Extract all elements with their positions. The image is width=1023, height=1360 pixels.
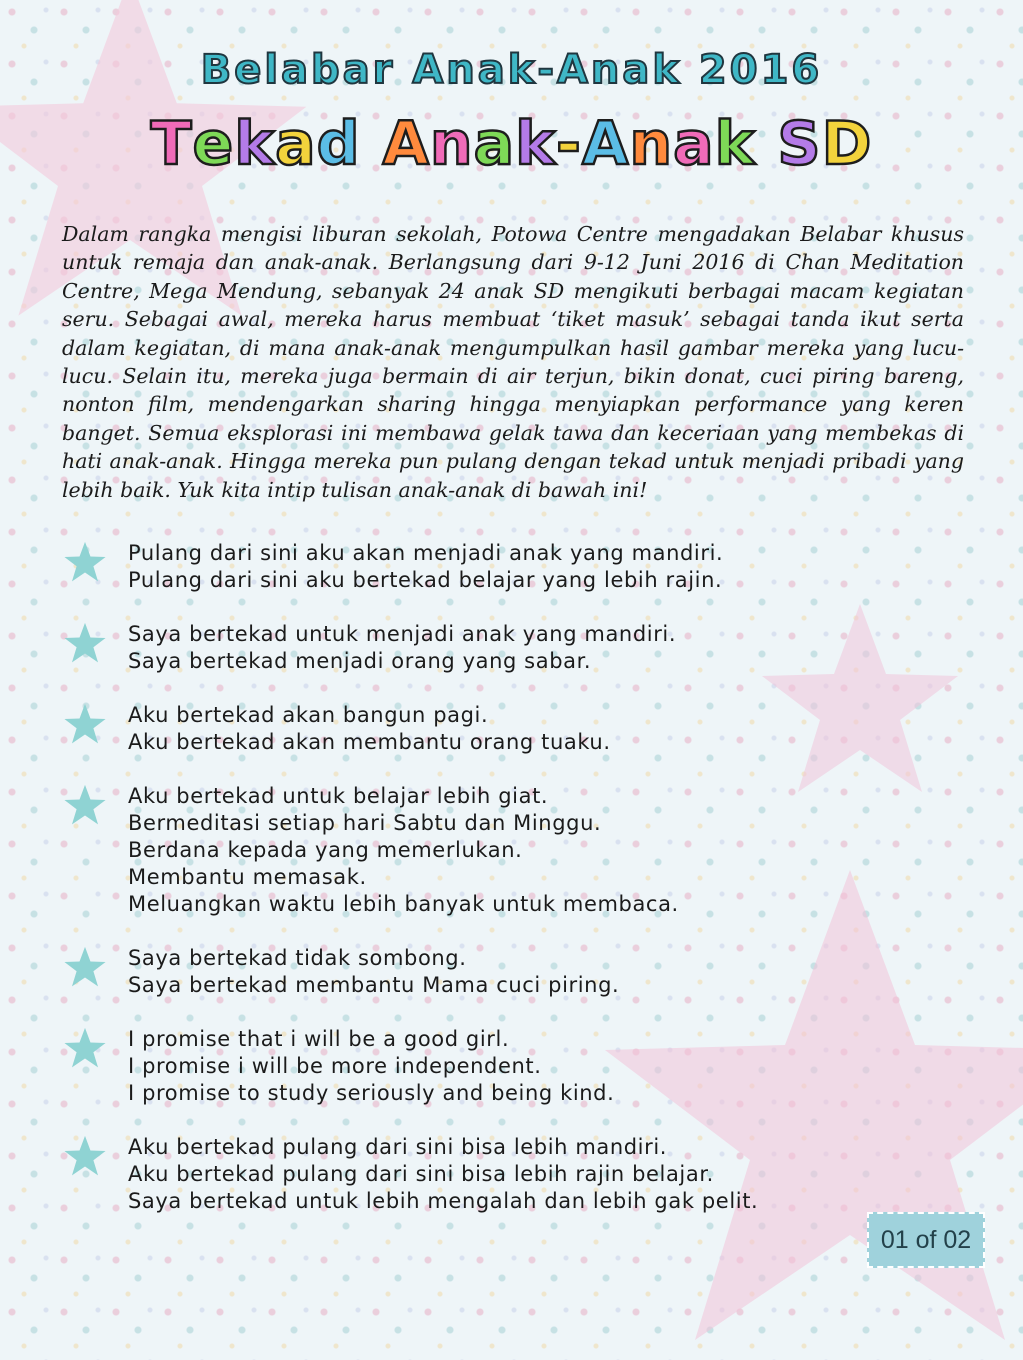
resolution-line: Membantu memasak. xyxy=(128,865,367,889)
resolution-line: Saya bertekad menjadi orang yang sabar. xyxy=(128,649,592,673)
resolution-line: Saya bertekad untuk menjadi anak yang mandiri. xyxy=(128,622,677,646)
event-supertitle: Belabar Anak-Anak 2016 xyxy=(200,47,823,93)
resolution-line: Bermeditasi setiap hari Sabtu dan Minggu. xyxy=(128,811,602,835)
star-bullet-icon xyxy=(64,1135,106,1177)
star-bullet-icon xyxy=(64,784,106,826)
intro-paragraph: Dalam rangka mengisi liburan sekolah, Potowa Centre mengadakan Belabar khusus untuk remaja dan anak-anak. Berlangsung dari 9-12 Juni 2016 di Chan Meditation Centre, Mega Mendung, sebanyak 24 anak SD mengikuti berbagai macam kegiatan seru. Sebagai awal, mereka harus membuat ‘tiket masuk’ sebagai tanda ikut serta dalam kegiatan, di mana anak-anak mengumpulkan hasil gambar mereka yang lucu-lucu. Selain itu, mereka juga bermain di air terjun, bikin donat, cuci piring bareng, nonton film, mendengarkan sharing hingga menyiapkan performance yang keren banget. Semua eksplorasi ini membawa gelak tawa dan keceriaan yang membekas di hati anak-anak. Hingga mereka pun pulang dengan tekad untuk menjadi pribadi yang lebih baik. Yuk kita intip tulisan anak-anak di bawah ini! xyxy=(62,222,964,502)
star-bullet-icon xyxy=(64,541,106,583)
resolution-line: I promise to study seriously and being kind. xyxy=(128,1081,615,1105)
resolution-entry xyxy=(60,621,960,675)
resolution-entry xyxy=(60,783,960,918)
resolution-entry xyxy=(60,702,960,756)
resolution-line: Saya bertekad tidak sombong. xyxy=(128,946,467,970)
resolution-line: Saya bertekad membantu Mama cuci piring. xyxy=(128,973,620,997)
resolution-line: Pulang dari sini aku akan menjadi anak yang mandiri. xyxy=(128,541,724,565)
star-bullet-icon xyxy=(64,703,106,745)
resolution-line: Saya bertekad untuk lebih mengalah dan lebih gak pelit. xyxy=(128,1189,759,1213)
title-word-3: SD xyxy=(777,109,873,179)
resolution-line: Aku bertekad akan bangun pagi. xyxy=(128,703,489,727)
resolution-line: I promise i will be more independent. xyxy=(128,1054,542,1078)
resolution-line: Berdana kepada yang memerlukan. xyxy=(128,838,523,862)
resolution-line: Aku bertekad pulang dari sini bisa lebih rajin belajar. xyxy=(128,1162,714,1186)
star-bullet-icon xyxy=(64,622,106,664)
title-word-2: Anak-Anak xyxy=(382,109,756,179)
resolution-line: Aku bertekad untuk belajar lebih giat. xyxy=(128,784,549,808)
resolution-line: I promise that i will be a good girl. xyxy=(128,1027,510,1051)
star-bullet-icon xyxy=(64,1027,106,1069)
resolution-entry xyxy=(60,945,960,999)
header xyxy=(0,40,1023,184)
resolution-line: Aku bertekad akan membantu orang tuaku. xyxy=(128,730,611,754)
resolution-line: Aku bertekad pulang dari sini bisa lebih mandiri. xyxy=(128,1135,668,1159)
title-word-1: Tekad xyxy=(150,109,361,179)
resolution-list xyxy=(60,540,960,1242)
page-title xyxy=(0,104,1023,184)
resolution-entry xyxy=(60,1026,960,1107)
resolution-entry xyxy=(60,1134,960,1215)
star-bullet-icon xyxy=(64,946,106,988)
resolution-line: Meluangkan waktu lebih banyak untuk membaca. xyxy=(128,892,679,916)
resolution-entry xyxy=(60,540,960,594)
resolution-line: Pulang dari sini aku bertekad belajar yang lebih rajin. xyxy=(128,568,723,592)
page-indicator: 01 of 02 xyxy=(867,1212,985,1268)
